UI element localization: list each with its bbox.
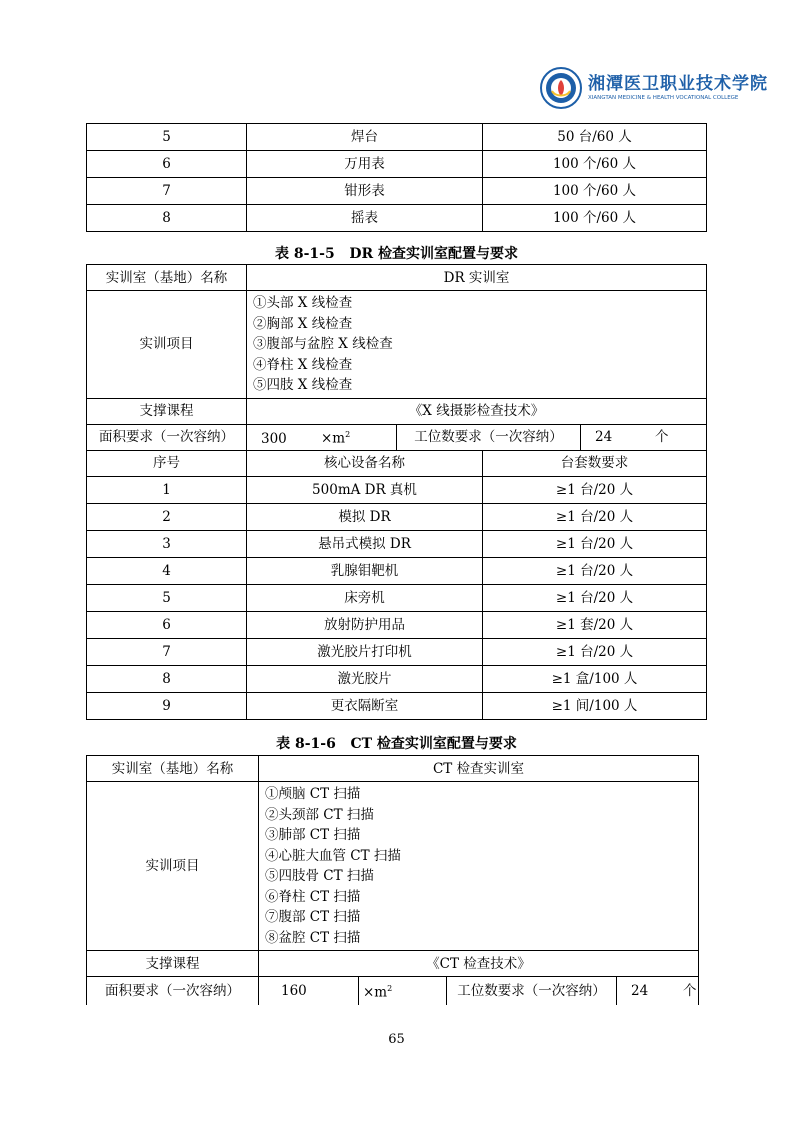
row-number: 7 [87, 178, 247, 205]
college-logo [540, 66, 768, 110]
equipment-name: 激光胶片打印机 [247, 638, 483, 665]
equipment-name: 放射防护用品 [247, 611, 483, 638]
equipment-qty: 100 个/60 人 [483, 178, 707, 205]
room-name-value: DR 实训室 [247, 265, 707, 291]
equipment-name: 万用表 [247, 151, 483, 178]
table-row [87, 503, 707, 530]
project-item: ①头部 X 线检查 [253, 295, 353, 311]
equipment-name: 悬吊式模拟 DR [247, 530, 483, 557]
equipment-qty: ≥1 台/20 人 [483, 638, 707, 665]
table-row [87, 178, 707, 205]
area-unit-sup: 2 [387, 984, 393, 993]
table-row [87, 557, 707, 584]
equipment-qty: ≥1 台/20 人 [483, 557, 707, 584]
equipment-name: 乳腺钼靶机 [247, 557, 483, 584]
room-name-value: CT 检查实训室 [259, 756, 699, 782]
station-unit: 个 [655, 429, 669, 445]
row-number: 5 [87, 124, 247, 151]
project-item: ③腹部与盆腔 X 线检查 [253, 336, 393, 352]
row-number: 4 [87, 557, 247, 584]
project-item: ⑤四肢骨 CT 扫描 [265, 868, 374, 884]
project-item: ⑥脊柱 CT 扫描 [265, 888, 361, 905]
area-value: 160 [259, 977, 359, 1005]
table-row [87, 611, 707, 638]
logo-english-name: XIANGTAN MEDICINE & HEALTH VOCATIONAL COLLEGE [588, 95, 739, 101]
equipment-name: 激光胶片 [247, 665, 483, 692]
equipment-qty: ≥1 台/20 人 [483, 584, 707, 611]
equipment-qty: ≥1 套/20 人 [483, 611, 707, 638]
row-number: 6 [87, 151, 247, 178]
project-list [247, 291, 707, 399]
equipment-qty: ≥1 台/20 人 [483, 530, 707, 557]
equipment-name: 模拟 DR [247, 503, 483, 530]
table-row [87, 692, 707, 719]
row-number: 5 [87, 584, 247, 611]
equipment-qty: ≥1 台/20 人 [483, 503, 707, 530]
project-item: ④脊柱 X 线检查 [253, 356, 353, 373]
table-caption-dr: 表 8-1-5 DR 检查实训室配置与要求 [275, 246, 518, 262]
equipment-name: 摇表 [247, 205, 483, 232]
project-item: ②头颈部 CT 扫描 [265, 806, 374, 823]
page-number: 65 [388, 1032, 405, 1047]
room-name-label: 实训室（基地）名称 [87, 265, 247, 291]
project-item: ⑧盆腔 CT 扫描 [265, 929, 361, 946]
course-value: 《CT 检查技术》 [259, 951, 699, 977]
area-unit: ×m [321, 430, 346, 447]
row-number: 8 [87, 205, 247, 232]
table-row [87, 476, 707, 503]
equipment-name: 焊台 [247, 124, 483, 151]
logo-chinese-name: 湘潭医卫职业技术学院 [588, 74, 768, 94]
project-item: ③肺部 CT 扫描 [265, 827, 361, 843]
project-label: 实训项目 [87, 782, 259, 951]
equipment-name: 床旁机 [247, 584, 483, 611]
area-unit-cell [359, 977, 447, 1005]
project-label: 实训项目 [87, 291, 247, 399]
project-item: ⑦腹部 CT 扫描 [265, 909, 361, 925]
room-name-label: 实训室（基地）名称 [87, 756, 259, 782]
station-value-cell [581, 424, 707, 450]
table-row [87, 530, 707, 557]
station-label: 工位数要求（一次容纳） [447, 977, 617, 1005]
ct-room-table [86, 755, 699, 1005]
area-value: 300 [261, 430, 287, 447]
equipment-qty: 100 个/60 人 [483, 151, 707, 178]
station-value: 24 [595, 429, 613, 445]
table-row [87, 205, 707, 232]
table-row [87, 124, 707, 151]
equipment-table-continued [86, 123, 707, 232]
equipment-qty: 50 台/60 人 [483, 124, 707, 151]
project-item: ④心脏大血管 CT 扫描 [265, 847, 401, 864]
row-number: 3 [87, 530, 247, 557]
row-number: 6 [87, 611, 247, 638]
project-item: ①颅脑 CT 扫描 [265, 786, 361, 802]
area-unit: ×m [363, 984, 388, 1001]
area-label: 面积要求（一次容纳） [87, 977, 259, 1005]
equipment-qty: ≥1 台/20 人 [483, 476, 707, 503]
row-number: 1 [87, 476, 247, 503]
column-header-no: 序号 [87, 450, 247, 476]
row-number: 2 [87, 503, 247, 530]
table-row [87, 151, 707, 178]
equipment-name: 500mA DR 真机 [247, 476, 483, 503]
column-header-equipment: 核心设备名称 [247, 450, 483, 476]
row-number: 9 [87, 692, 247, 719]
table-row [87, 584, 707, 611]
table-row [87, 638, 707, 665]
table-caption-ct: 表 8-1-6 CT 检查实训室配置与要求 [276, 736, 517, 752]
station-label: 工位数要求（一次容纳） [397, 424, 581, 450]
station-unit: 个 [683, 982, 697, 999]
equipment-name: 更衣隔断室 [247, 692, 483, 719]
row-number: 7 [87, 638, 247, 665]
course-value: 《X 线摄影检查技术》 [247, 398, 707, 424]
table-row [87, 665, 707, 692]
course-label: 支撑课程 [87, 951, 259, 977]
project-item: ⑤四肢 X 线检查 [253, 377, 353, 393]
college-emblem-icon [540, 67, 582, 109]
equipment-qty: ≥1 间/100 人 [483, 692, 707, 719]
equipment-qty: ≥1 盒/100 人 [483, 665, 707, 692]
column-header-qty: 台套数要求 [483, 450, 707, 476]
project-item: ②胸部 X 线检查 [253, 315, 353, 332]
area-unit-sup: 2 [345, 430, 351, 440]
station-value-cell [617, 977, 699, 1005]
course-label: 支撑课程 [87, 398, 247, 424]
equipment-name: 钳形表 [247, 178, 483, 205]
area-label: 面积要求（一次容纳） [87, 424, 247, 450]
dr-room-table [86, 264, 707, 720]
station-value: 24 [631, 982, 649, 999]
equipment-qty: 100 个/60 人 [483, 205, 707, 232]
project-list [259, 782, 699, 951]
row-number: 8 [87, 665, 247, 692]
area-value-cell [247, 424, 397, 450]
